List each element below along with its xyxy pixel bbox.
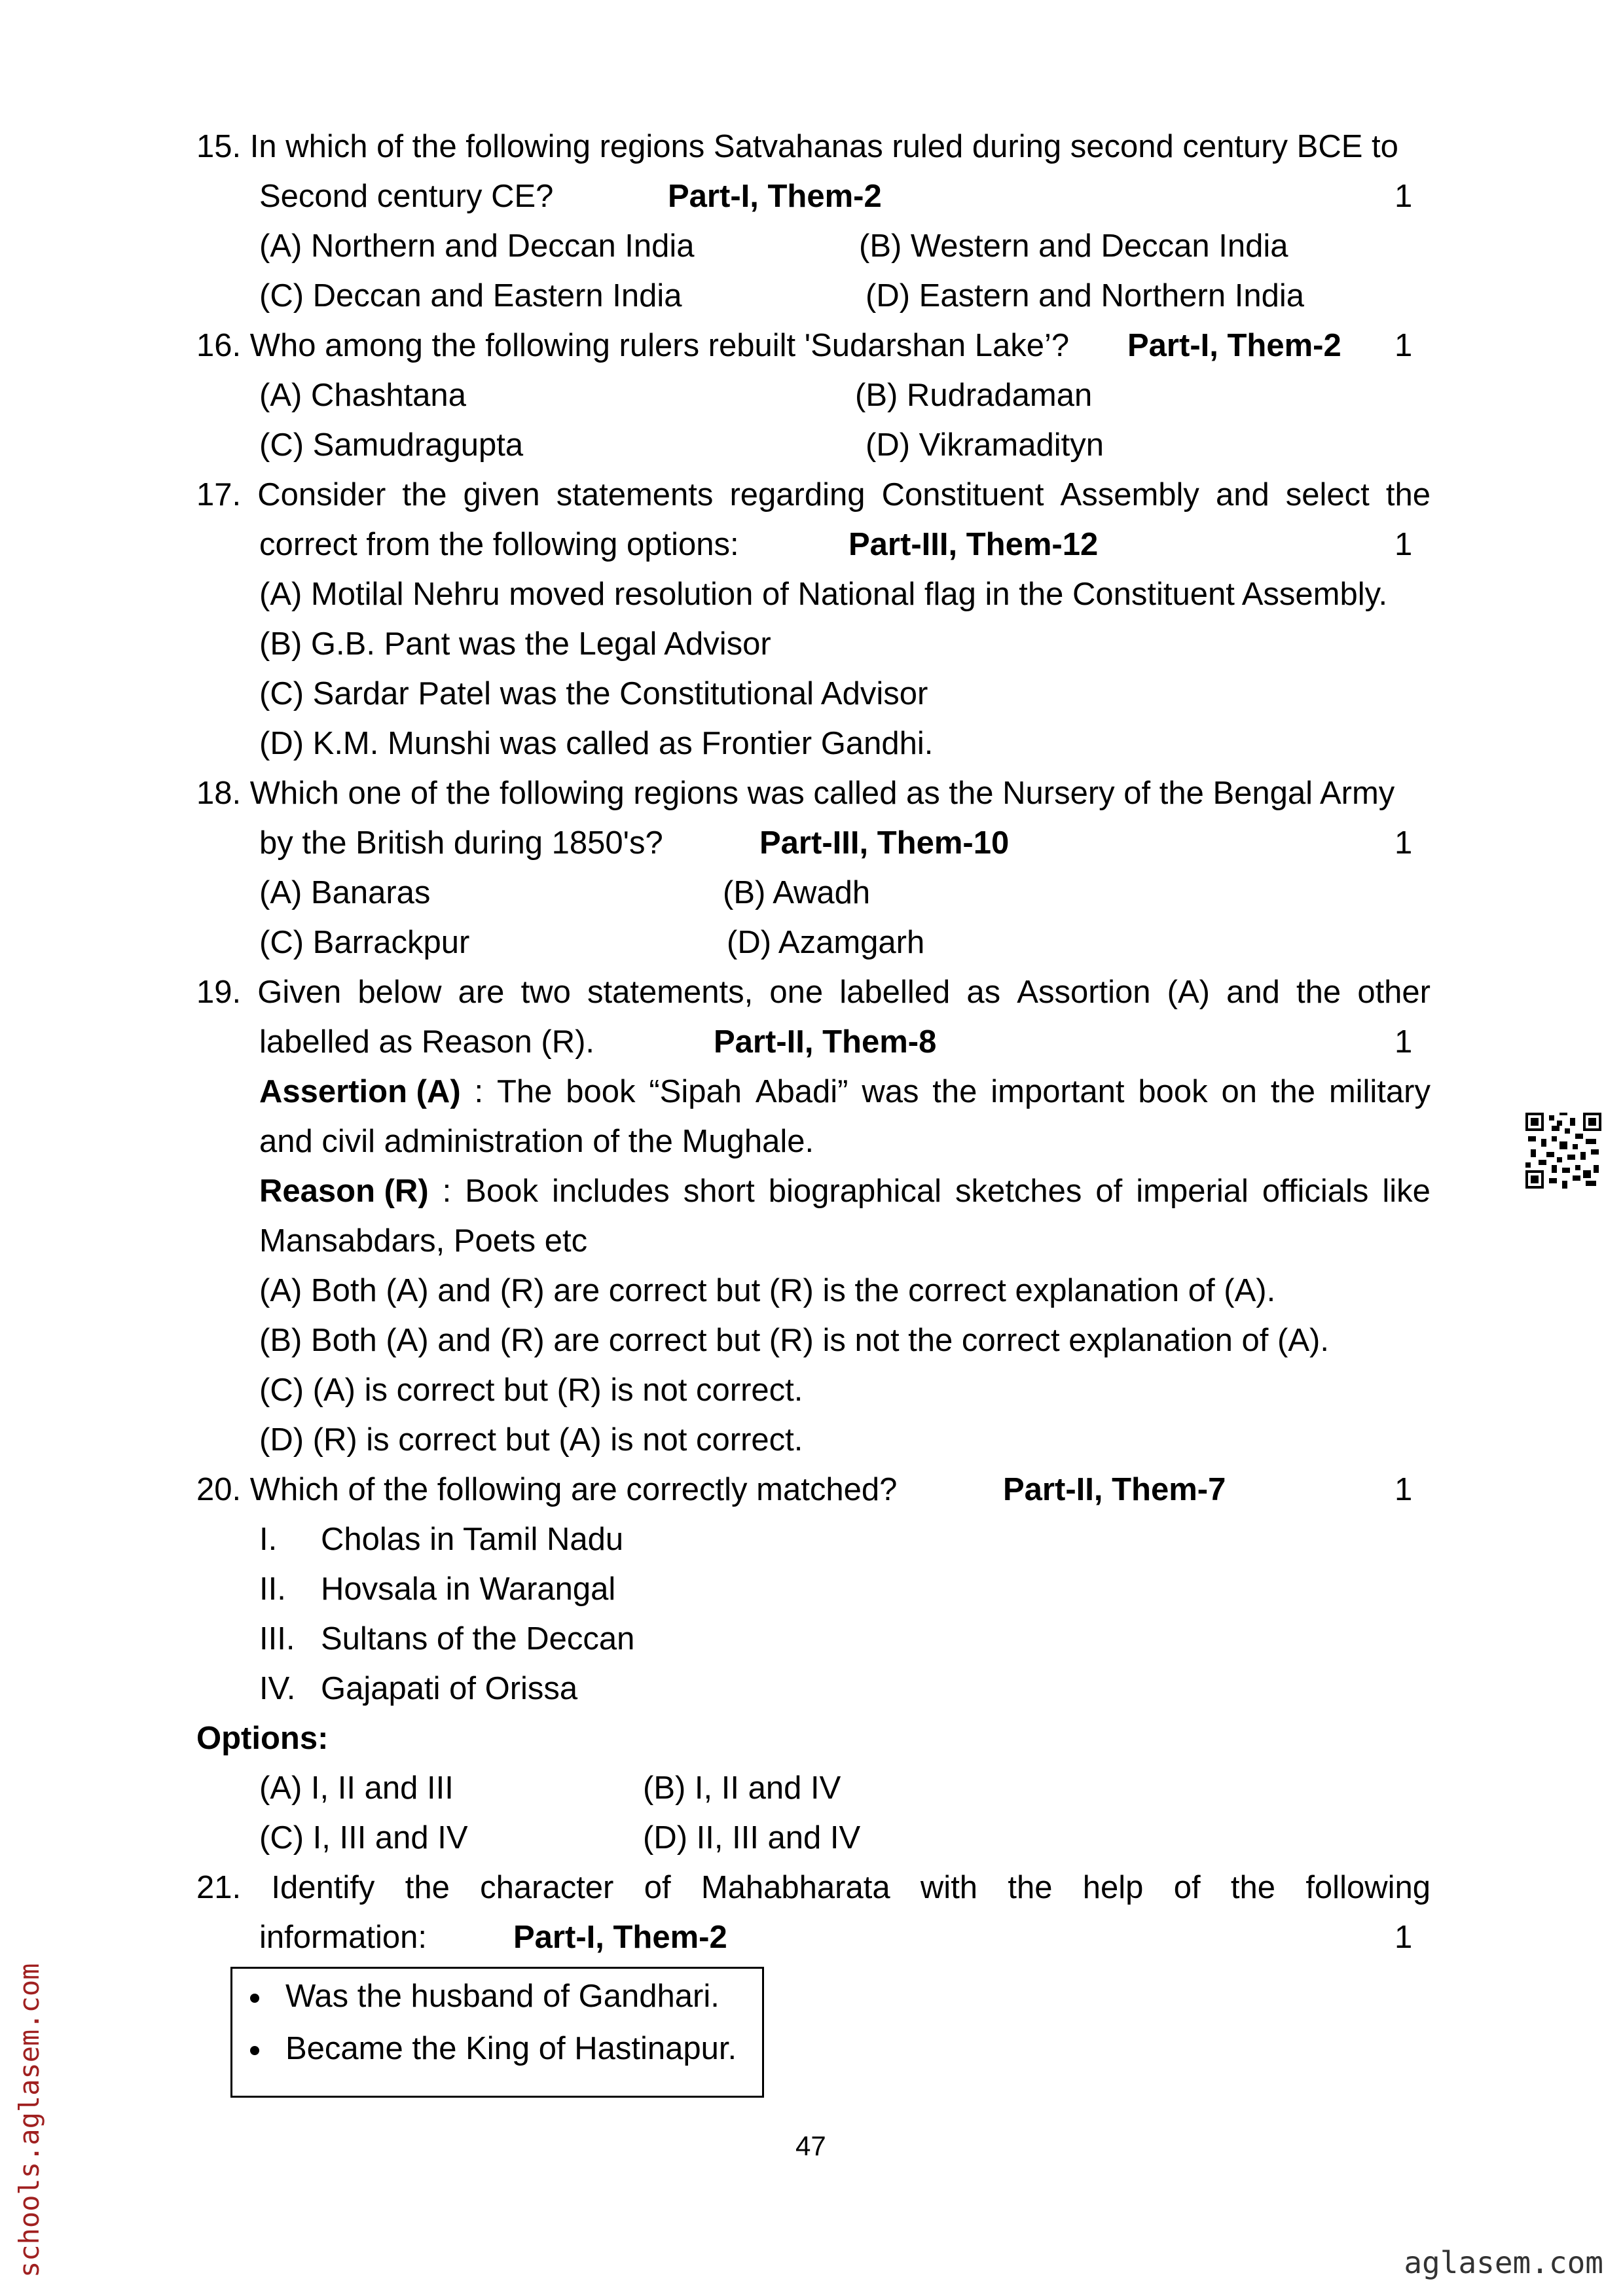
q20-item-text: Hovsala in Warangal [321,1571,616,1607]
q15-stem-line1: 15. In which of the following regions Satvahanas ruled during second century BCE to [196,129,1398,164]
q19-reason-line2: Mansabdars, Poets etc [259,1223,588,1259]
q19-option-b: (B) Both (A) and (R) are correct but (R) is not the correct explanation of (A). [259,1323,1329,1358]
q18-option-c: (C) Barrackpur [259,925,470,960]
q19-option-c: (C) (A) is correct but (R) is not correct. [259,1372,803,1408]
q19-reason-label: Reason (R) [259,1174,429,1209]
q20-item-text: Gajapati of Orissa [321,1671,578,1706]
q21-stem-line1: 21. Identify the character of Mahabharata with the help of the following [196,1870,1431,1905]
q20-stem: 20. Which of the following are correctly matched? [196,1472,898,1507]
footer-watermark: aglasem.com [1404,2245,1603,2280]
q17-marks: 1 [1395,527,1413,562]
q20-item-numeral: III. [259,1621,295,1657]
q18-stem-line1: 18. Which one of the following regions was called as the Nursery of the Bengal Army [196,776,1395,811]
q19-option-a: (A) Both (A) and (R) are correct but (R) is the correct explanation of (A). [259,1273,1276,1308]
q21-bullet: Became the King of Hastinapur. [250,2029,737,2068]
q21-marks: 1 [1395,1920,1413,1955]
q19-assertion-label: Assertion (A) [259,1074,461,1109]
qr-code-icon [1525,1113,1601,1189]
q20-item-numeral: I. [259,1522,278,1557]
q20-marks: 1 [1395,1472,1413,1507]
q19-marks: 1 [1395,1024,1413,1060]
bullet-icon [250,2046,259,2055]
q20-options-label: Options: [196,1721,329,1756]
q15-option-b: (B) Western and Deccan India [859,228,1288,264]
q21-part-ref: Part-I, Them-2 [513,1920,727,1955]
q20-item-numeral: II. [259,1571,286,1607]
q15-option-d: (D) Eastern and Northern India [866,278,1304,314]
q20-option-b: (B) I, II and IV [643,1770,841,1806]
q19-part-ref: Part-II, Them-8 [714,1024,937,1060]
q20-item-text: Cholas in Tamil Nadu [321,1522,624,1557]
q16-stem: 16. Who among the following rulers rebuilt 'Sudarshan Lake’? [196,328,1070,363]
q18-option-b: (B) Awadh [723,875,871,910]
q19-reason-line1: Reason (R) : Book includes short biographical sketches of imperial officials like [259,1172,1431,1211]
q15-stem-line2: Second century CE? [259,179,554,214]
q17-stem-line2: correct from the following options: [259,527,739,562]
q17-option-b: (B) G.B. Pant was the Legal Advisor [259,626,771,662]
q16-option-d: (D) Vikramadityn [866,427,1104,463]
q19-option-d: (D) (R) is correct but (A) is not correct. [259,1422,803,1458]
q18-marks: 1 [1395,825,1413,861]
q17-option-d: (D) K.M. Munshi was called as Frontier Gandhi. [259,726,934,761]
q21-bullet: Was the husband of Gandhari. [250,1977,720,2016]
q18-option-a: (A) Banaras [259,875,431,910]
page-number: 47 [795,2130,826,2161]
q16-part-ref: Part-I, Them-2 [1127,328,1341,363]
bullet-icon [250,1994,259,2003]
q17-option-c: (C) Sardar Patel was the Constitutional Advisor [259,676,928,711]
q20-item-numeral: IV. [259,1671,296,1706]
q18-option-d: (D) Azamgarh [727,925,925,960]
q16-option-b: (B) Rudradaman [855,378,1093,413]
q19-stem-line2: labelled as Reason (R). [259,1024,595,1060]
q15-part-ref: Part-I, Them-2 [668,179,882,214]
q16-option-c: (C) Samudragupta [259,427,524,463]
q17-part-ref: Part-III, Them-12 [848,527,1099,562]
q15-marks: 1 [1395,179,1413,214]
q21-stem-line2: information: [259,1920,428,1955]
q19-assertion-line2: and civil administration of the Mughale. [259,1124,814,1159]
q18-stem-line2: by the British during 1850's? [259,825,663,861]
q20-option-c: (C) I, III and IV [259,1820,468,1856]
side-watermark: schools.aglasem.com [13,1963,45,2278]
q15-option-a: (A) Northern and Deccan India [259,228,695,264]
q19-assertion-line1: Assertion (A) : The book “Sipah Abadi” was the important book on the military [259,1072,1431,1111]
q15-option-c: (C) Deccan and Eastern India [259,278,682,314]
q17-option-a: (A) Motilal Nehru moved resolution of National flag in the Constituent Assembly. [259,577,1388,612]
q16-marks: 1 [1395,328,1413,363]
q20-option-a: (A) I, II and III [259,1770,454,1806]
q18-part-ref: Part-III, Them-10 [759,825,1010,861]
q17-stem-line1: 17. Consider the given statements regarding Constituent Assembly and select the [196,477,1431,512]
q20-part-ref: Part-II, Them-7 [1003,1472,1226,1507]
q16-option-a: (A) Chashtana [259,378,466,413]
q20-item-text: Sultans of the Deccan [321,1621,635,1657]
q19-stem-line1: 19. Given below are two statements, one labelled as Assortion (A) and the other [196,975,1431,1010]
q20-option-d: (D) II, III and IV [643,1820,861,1856]
